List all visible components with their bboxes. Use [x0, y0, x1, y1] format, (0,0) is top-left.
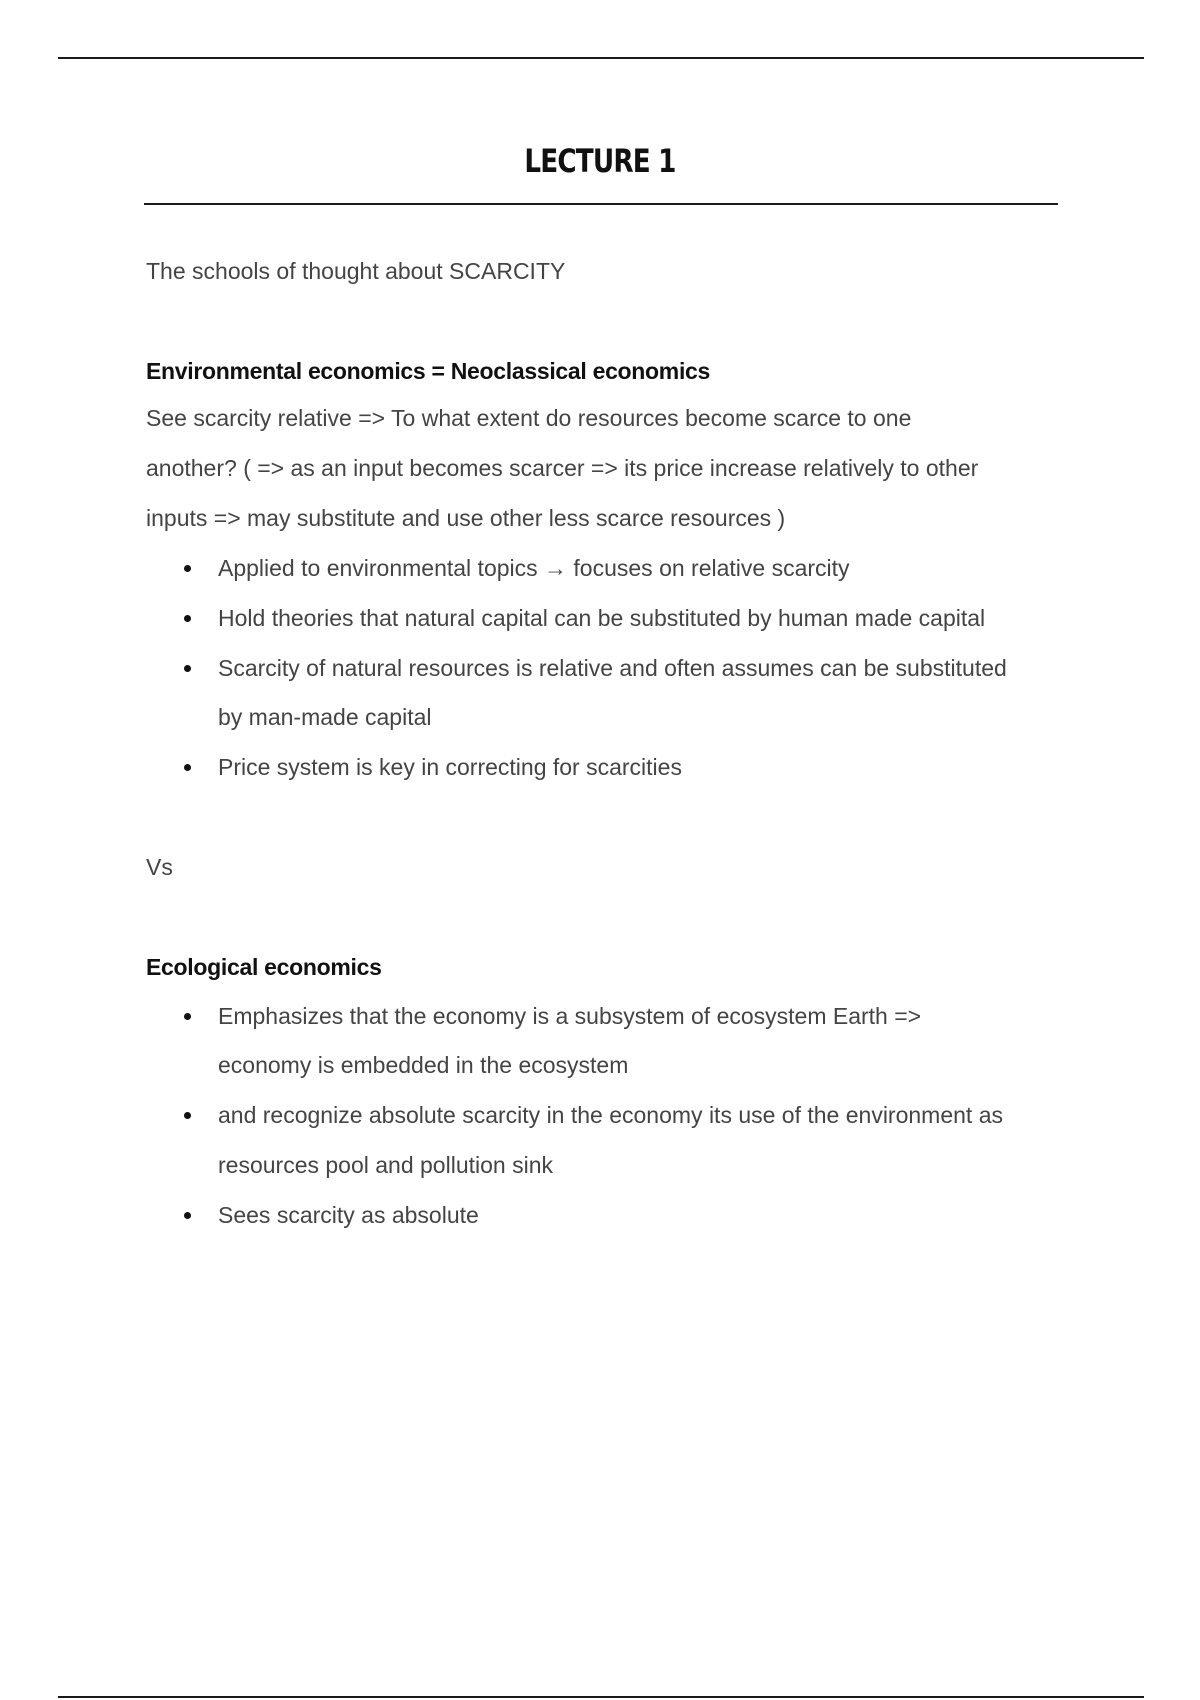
title-rule	[144, 203, 1058, 205]
top-rule	[58, 57, 1144, 59]
bullet-text: Emphasizes that the economy is a subsystem of ecosystem Earth =>	[218, 1003, 922, 1029]
bullet-icon	[184, 565, 191, 572]
bullet-icon	[184, 665, 191, 672]
page-title: LECTURE 1	[524, 142, 676, 180]
bullet-icon	[184, 615, 191, 622]
bullet-text: Price system is key in correcting for scarcities	[218, 754, 682, 780]
bullet-text: Sees scarcity as absolute	[218, 1202, 479, 1228]
bullet-text: Scarcity of natural resources is relative and often assumes can be substituted	[218, 655, 1007, 681]
bullet-text-continuation: resources pool and pollution sink	[218, 1152, 553, 1178]
section1-paragraph-line: inputs => may substitute and use other less scarce resources )	[146, 505, 786, 531]
section1-paragraph-line: another? ( => as an input becomes scarcer => its price increase relatively to other	[146, 455, 979, 481]
bullet-icon	[184, 764, 191, 771]
bullet-text: Hold theories that natural capital can be substituted by human made capital	[218, 605, 986, 631]
bullet-icon	[184, 1013, 191, 1020]
bullet-text-continuation: economy is embedded in the ecosystem	[218, 1052, 629, 1078]
bullet-text: and recognize absolute scarcity in the economy its use of the environment as	[218, 1102, 1003, 1128]
intro-text: The schools of thought about SCARCITY	[146, 258, 566, 284]
section2-heading: Ecological economics	[146, 954, 382, 980]
section1-heading: Environmental economics = Neoclassical economics	[146, 358, 711, 384]
vs-text: Vs	[146, 854, 173, 880]
bullet-text: Applied to environmental topics → focuses on relative scarcity	[218, 555, 850, 581]
section1-paragraph-line: See scarcity relative => To what extent do resources become scarce to one	[146, 405, 912, 431]
bullet-icon	[184, 1112, 191, 1119]
bullet-text-continuation: by man-made capital	[218, 704, 432, 730]
bottom-rule	[58, 1696, 1144, 1698]
bullet-icon	[184, 1212, 191, 1219]
